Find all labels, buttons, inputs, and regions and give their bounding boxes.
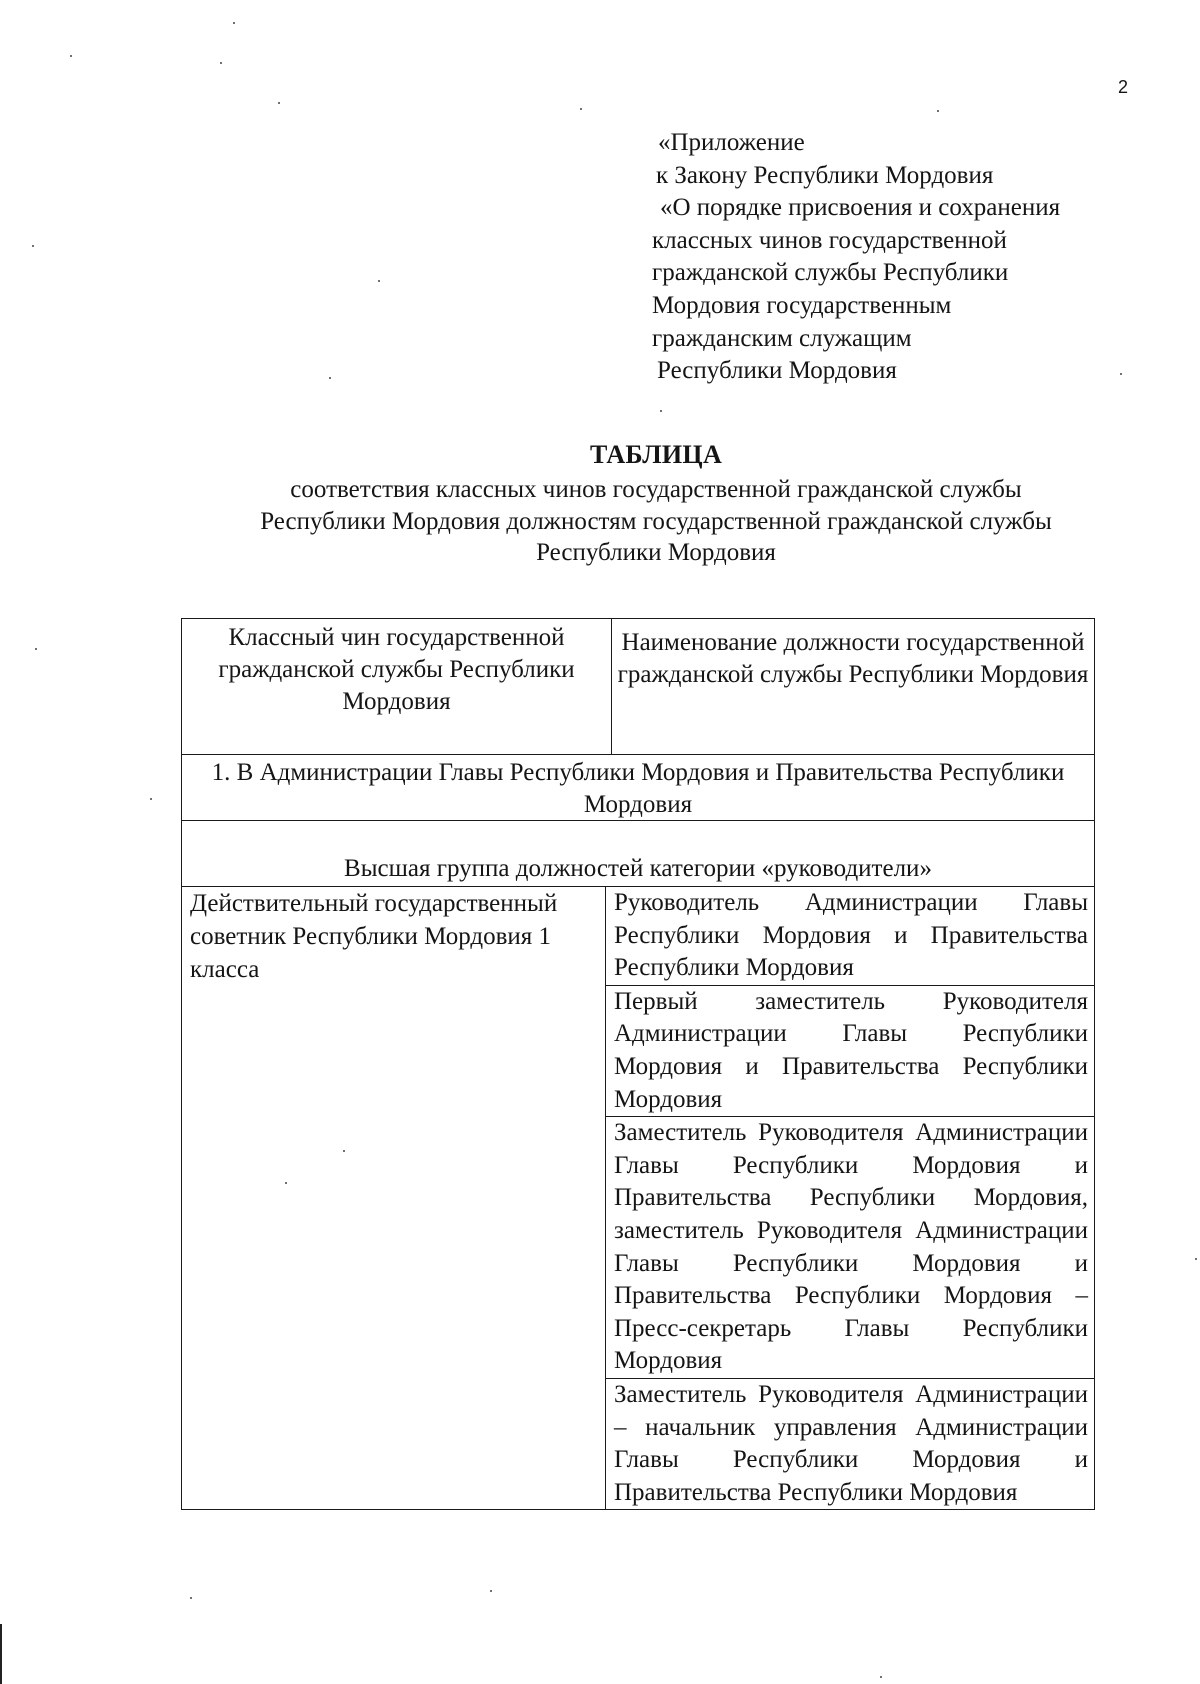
table-header-row xyxy=(182,619,1094,755)
page-number: 2 xyxy=(1118,77,1129,97)
appendix-line: гражданским служащим xyxy=(652,324,912,352)
subtitle-line: соответствия классных чинов государственной гражданской службы xyxy=(290,476,1022,503)
appendix-line: Мордовия государственным xyxy=(652,291,952,319)
position-cell: Заместитель Руководителя Администрации Главы Республики Мордовия и Правительства Республики Мордовия, заместитель Руководителя Администрации Главы Республики Мордовия и Правительства Республики Мордовия – Пресс-секретарь Главы Республики Мордовия xyxy=(606,1117,1094,1379)
appendix-note xyxy=(652,127,1126,388)
subtitle-line: Республики Мордовия xyxy=(536,539,776,566)
header-rank: Классный чин государственной гражданской службы Республики Мордовия xyxy=(182,619,612,754)
position-cell: Руководитель Администрации Главы Республики Мордовия и Правительства Республики Мордовия xyxy=(606,887,1094,986)
positions-column xyxy=(606,887,1094,1509)
position-cell: Заместитель Руководителя Администрации – начальник управления Администрации Главы Республики Мордовия и Правительства Республики Мордовия xyxy=(614,1380,1088,1506)
document-subtitle xyxy=(180,474,1132,569)
subtitle-line: Республики Мордовия должностям государственной гражданской службы xyxy=(260,507,1052,535)
appendix-line: «О порядке присвоения и сохранения xyxy=(660,194,1061,222)
appendix-line: к Закону Республики Мордовия xyxy=(656,161,994,189)
header-position: Наименование должности государственной гражданской службы Республики Мордовия xyxy=(617,629,1089,688)
table-section-row: 1. В Администрации Главы Республики Мордовия и Правительства Республики Мордовия xyxy=(182,755,1094,821)
document-title: ТАБЛИЦА xyxy=(589,440,723,469)
appendix-line: гражданской службы Республики xyxy=(652,259,1009,287)
scan-edge-mark xyxy=(0,1624,2,1684)
position-cell: Первый заместитель Руководителя Администрации Главы Республики Мордовия и Правительства Республики Мордовия xyxy=(606,986,1094,1117)
rank-cell: Действительный государственный советник Республики Мордовия 1 класса xyxy=(182,887,606,1509)
table-row xyxy=(182,887,1094,1509)
appendix-line: «Приложение xyxy=(658,129,805,156)
correspondence-table xyxy=(181,618,1095,1510)
table-group-row: Высшая группа должностей категории «руководители» xyxy=(182,821,1094,887)
appendix-line: классных чинов государственной xyxy=(652,226,1007,254)
appendix-line: Республики Мордовия xyxy=(657,357,897,385)
